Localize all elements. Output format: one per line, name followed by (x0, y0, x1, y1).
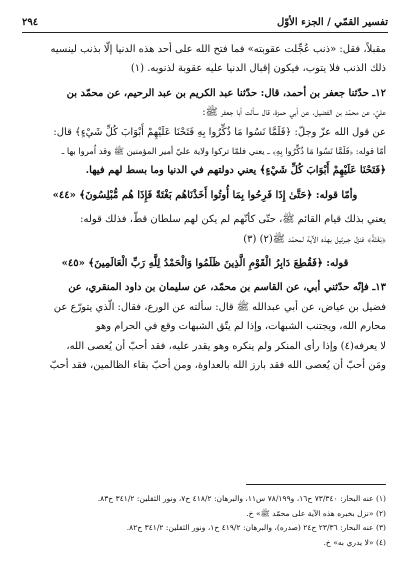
main-text (24, 40, 386, 478)
text-line: فضيل بن عياض، عن أبي عبدالله ﷺ قال: سألته عن الورع، فقال: الّذي يتورّع عن (53, 301, 386, 313)
verse-44: وأمّا قوله: ﴿حَتَّىٰ إِذَا فَرِحُوا بِمَا أُوتُوا أَخَذْنَاهُم بَغْتَةً فَإِذَا هُم مُّبْلِسُونَ﴾ «٤٤» (52, 189, 358, 201)
text-line: محارم الله، ويجتنب الشبهات، وإذا لم يتّق الشبهات وقع في الحرام وهو (95, 321, 386, 333)
running-title: تفسير القمّي / الجزء الأوّل (277, 16, 388, 28)
header-rule (22, 32, 388, 33)
footnote: (١) عنه البحار: ٧٣/٣٤٠ ح١٦، و٧٨/١٩٩ س١١، والبرهان: ٤١٨/٢ ح٧، ونور الثقلين: ٣٤١/٢ ح٨٣. (97, 494, 386, 503)
page-number: ٢٩٤ (22, 16, 39, 28)
footnote: (٤) «لا يدري به» خ. (323, 537, 386, 547)
text-line: مقبلاً، فقل: «ذنب عُجِّلت عقوبته» فما فتح الله على أحد هذه الدنيا إلّا بذنب لينسيه (50, 44, 386, 55)
footnotes (24, 492, 386, 550)
text-line: ﴿بَغْتَةً﴾ فنزل جبرئيل بهذه الآية لمحمّد ﷺ(٢) (٣) (243, 233, 386, 245)
text-line: عن قول الله عزّ وجلّ: ﴿فَلَمَّا نَسُوا مَا ذُكِّرُوا بِهِ فَتَحْنَا عَلَيْهِمْ أَبْوَابَ كُلِّ شَيْءٍ﴾ قال: (53, 126, 386, 138)
page-header (22, 14, 388, 30)
footnote-rule (246, 484, 386, 485)
footnote: (٢) «نزل بخبره هذه الآية على محمّد ﷺ» خ. (246, 508, 386, 518)
hadith-heading-12: ١٢ـ حدّثنا جعفر بن أحمد، قال: حدّثنا عبد الكريم بن عبد الرحيم، عن محمّد بن (66, 87, 386, 99)
text-line: أمّا قوله: ﴿فَلَمَّا نَسُوا مَا ذُكِّرُوا بِهِ﴾ ـ يعني فلمّا تركوا ولاية عليّ أمير المؤمنين ﷺ وقد اُمروا بها ـ (61, 146, 386, 157)
verse-45: قوله: ﴿فَقُطِعَ دَابِرُ الْقَوْمِ الَّذِينَ ظَلَمُوا وَالْحَمْدُ لِلَّهِ رَبِّ الْعَالَمِينَ﴾ «٤٥» (61, 258, 349, 270)
text-line: ﴿فَتَحْنَا عَلَيْهِمْ أَبْوَابَ كُلِّ شَيْءٍ﴾ يعني دولتهم في الدنيا وما بسط لهم فيها. (85, 165, 386, 177)
text-line: لا يعرفه(٤) وإذا رأى المنكر ولم ينكره وهو يقدر عليه، فقد أحبّ أن يُعصى الله، (66, 340, 386, 352)
text-line: ذلك الذنب فلا يتوب، فيكون إقبال الدنيا عليه عقوبة لذنوبه. (١) (130, 63, 386, 75)
text-line: عليّ، عن محمّد بن الفضيل، عن أبي حمزة، قال سألت أبا جعفر ﷺ: (202, 107, 386, 119)
text-line: ومَن أحبّ أن يُعصى الله فقد بارز الله بالعداوة، ومن أحبّ بقاء الظالمين، فقد أحبّ (49, 360, 386, 372)
text-line: يعني بذلك قيام القائم ﷺ، حتّى كأنّهم لم يكن لهم سلطان قطّ، فذلك قوله: (80, 214, 386, 226)
footnote: (٣) عنه البحار: ٢٣/٣٦ ح٢٤ (صدره)، والبرهان: ٤١٩/٢ ح١، ونور الثقلين: ٣٤١/٢ ح٨٢. (126, 523, 386, 533)
hadith-heading-13: ١٣ـ فإنّه حدّثني أبي، عن القاسم بن محمّد، عن سليمان بن داود المنقري، عن (68, 282, 386, 294)
